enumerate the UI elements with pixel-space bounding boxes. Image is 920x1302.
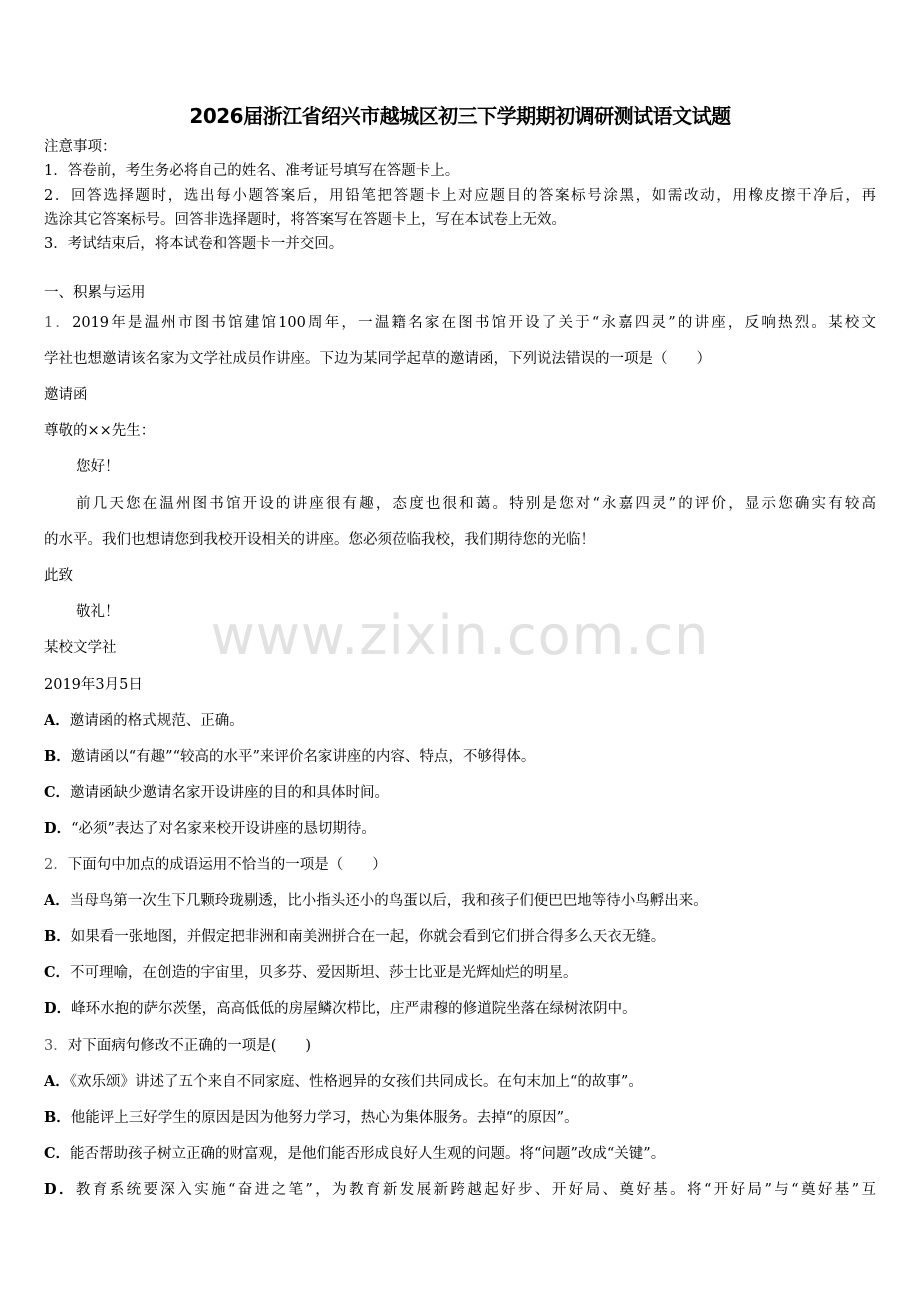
q1-stem-line2: 学社也想邀请该名家为文学社成员作讲座。下边为某同学起草的邀请函，下列说法错误的一项是（ ） bbox=[44, 351, 711, 367]
q2-option-d-letter: D． bbox=[44, 1000, 72, 1017]
q1-option-c-text: 邀请函缺少邀请名家开设讲座的目的和具体时间。 bbox=[70, 785, 390, 801]
q1-number: 1． bbox=[44, 315, 73, 331]
q2-option-a-letter: A． bbox=[44, 892, 70, 909]
q3-option-b-letter: B． bbox=[44, 1109, 71, 1126]
q2-stem bbox=[44, 855, 387, 875]
q2-option-a bbox=[44, 891, 708, 911]
q3-option-d bbox=[44, 1180, 876, 1200]
letter-salutation: 尊敬的××先生： bbox=[44, 423, 156, 439]
q2-option-d-text: 峰环水抱的萨尔茨堡，高高低低的房屋鳞次栉比，庄严肃穆的修道院坐落在绿树浓阴中。 bbox=[71, 1001, 637, 1017]
q2-option-b bbox=[44, 927, 665, 947]
letter-body-line1: 前几天您在温州图书馆开设的讲座很有趣，态度也很和蔼。特别是您对“永嘉四灵”的评价，显示您确实有较高 bbox=[76, 496, 876, 512]
letter-closing-1: 此致 bbox=[44, 568, 73, 584]
q2-option-c-letter: C． bbox=[44, 964, 71, 981]
q1-stem-text: 2019年是温州市图书馆建馆100周年，一温籍名家在图书馆开设了关于“永嘉四灵”的讲座，反响热烈。某校文 bbox=[72, 315, 876, 331]
q3-option-c bbox=[44, 1144, 665, 1164]
notice-item-2-cont: 选涂其它答案标号。回答非选择题时，将答案写在答题卡上，写在本试卷上无效。 bbox=[44, 212, 566, 228]
q3-option-a-letter: A． bbox=[44, 1073, 70, 1090]
letter-body-line2: 的水平。我们也想请您到我校开设相关的讲座。您必须莅临我校，我们期待您的光临！ bbox=[44, 532, 595, 548]
page-title: 2026届浙江省绍兴市越城区初三下学期期初调研测试语文试题 bbox=[189, 104, 731, 128]
q1-option-b bbox=[44, 747, 535, 767]
q1-option-c bbox=[44, 783, 389, 803]
q1-option-d-letter: D． bbox=[44, 820, 72, 837]
letter-heading: 邀请函 bbox=[44, 387, 88, 403]
notice-item-3: 3．考试结束后，将本试卷和答题卡一并交回。 bbox=[44, 236, 344, 252]
letter-closing-2: 敬礼！ bbox=[76, 604, 120, 620]
q3-option-d-letter: D． bbox=[44, 1181, 76, 1198]
q1-stem-line1 bbox=[44, 313, 876, 333]
q3-number: 3． bbox=[44, 1038, 68, 1054]
notice-item-2: 2．回答选择题时，选出每小题答案后，用铅笔把答题卡上对应题目的答案标号涂黑，如需改动，用橡皮擦干净后，再 bbox=[44, 188, 876, 204]
letter-signature: 某校文学社 bbox=[44, 640, 117, 656]
notice-heading: 注意事项： bbox=[44, 139, 117, 155]
letter-greeting: 您好！ bbox=[76, 459, 120, 475]
q3-option-b-text: 他能评上三好学生的原因是因为他努力学习，热心为集体服务。去掉“的原因”。 bbox=[70, 1110, 579, 1126]
q2-option-d bbox=[44, 999, 637, 1019]
q2-stem-text: 下面句中加点的成语运用不恰当的一项是（ ） bbox=[67, 857, 387, 873]
q2-option-b-text: 如果看一张地图，并假定把非洲和南美洲拼合在一起，你就会看到它们拼合得多么天衣无缝。 bbox=[70, 929, 666, 945]
q3-option-a-text: 《欢乐颂》讲述了五个来自不同家庭、性格迥异的女孩们共同成长。在句末加上“的故事”。 bbox=[69, 1074, 643, 1090]
q1-option-b-text: 邀请函以“有趣”“较高的水平”来评价名家讲座的内容、特点，不够得体。 bbox=[70, 749, 536, 765]
q1-option-b-letter: B． bbox=[44, 748, 71, 765]
q2-option-c bbox=[44, 963, 578, 983]
q3-option-a bbox=[44, 1072, 643, 1092]
q3-option-d-text: 教育系统要深入实施“奋进之笔”，为教育新发展新跨越起好步、开好局、奠好基。将“开好局”与“奠好基”互 bbox=[75, 1182, 876, 1198]
q1-option-c-letter: C． bbox=[44, 784, 71, 801]
section-heading: 一、积累与运用 bbox=[44, 285, 146, 301]
q1-option-d bbox=[44, 819, 376, 839]
q1-option-a-text: 邀请函的格式规范、正确。 bbox=[69, 713, 244, 729]
q3-option-c-letter: C． bbox=[44, 1145, 71, 1162]
q1-option-d-text: “必须”表达了对名家来校开设讲座的恳切期待。 bbox=[71, 821, 376, 837]
q3-option-c-text: 能否帮助孩子树立正确的财富观，是他们能否形成良好人生观的问题。将“问题”改成“关键”。 bbox=[70, 1146, 666, 1162]
q2-option-b-letter: B． bbox=[44, 928, 71, 945]
q3-stem-text: 对下面病句修改不正确的一项是( ) bbox=[67, 1038, 312, 1054]
q3-option-b bbox=[44, 1108, 579, 1128]
q2-number: 2． bbox=[44, 857, 68, 873]
letter-date: 2019年3月5日 bbox=[44, 677, 143, 693]
notice-item-1: 1．答卷前，考生务必将自己的姓名、准考证号填写在答题卡上。 bbox=[44, 163, 460, 179]
q1-option-a-letter: A． bbox=[44, 712, 70, 729]
q2-option-a-text: 当母鸟第一次生下几颗玲珑剔透，比小指头还小的鸟蛋以后，我和孩子们便巴巴地等待小鸟孵出来。 bbox=[69, 893, 708, 909]
q2-option-c-text: 不可理喻，在创造的宇宙里，贝多芬、爱因斯坦、莎士比亚是光辉灿烂的明星。 bbox=[70, 965, 578, 981]
watermark-text: www.zixin.com.cn bbox=[210, 604, 710, 667]
q1-option-a bbox=[44, 711, 244, 731]
q3-stem bbox=[44, 1036, 311, 1056]
